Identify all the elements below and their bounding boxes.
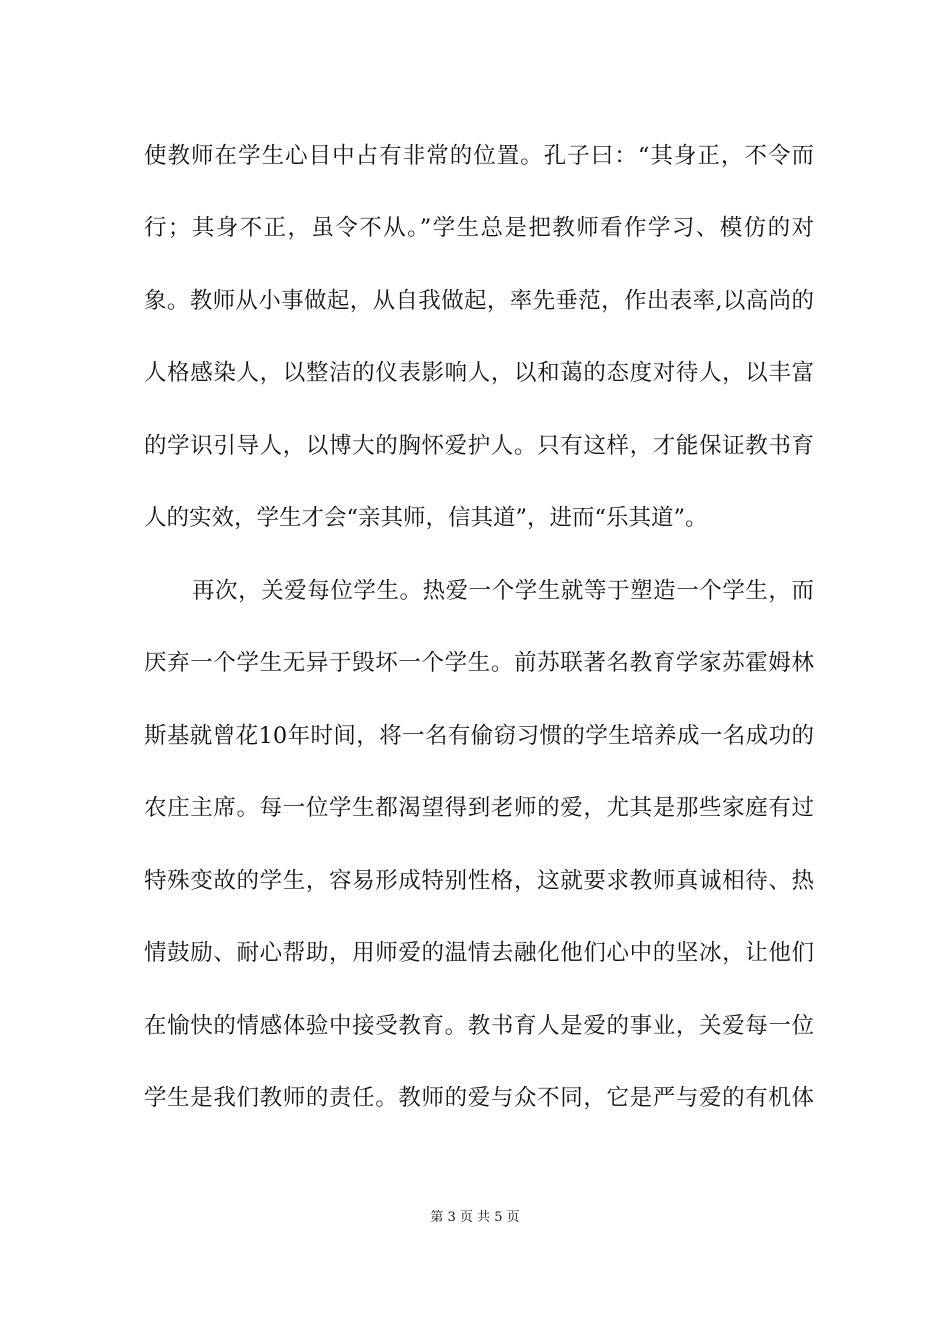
- text-line-2: 行；其身不正，虽令不从。”学生总是把教师看作学习、模仿的对: [144, 215, 814, 241]
- text-line-4: 人格感染人，以整洁的仪表影响人，以和蔼的态度对待人，以丰富: [144, 360, 814, 386]
- text-line-9: 斯基就曾花10年时间，将一名有偷窃习惯的学生培养成一名成功的: [144, 723, 814, 749]
- text-line-1: 使教师在学生心目中占有非常的位置。孔子曰：“其身正，不令而: [144, 143, 814, 169]
- text-line-5: 的学识引导人，以博大的胸怀爱护人。只有这样，才能保证教书育: [144, 433, 814, 459]
- text-line-14: 学生是我们教师的责任。教师的爱与众不同，它是严与爱的有机体: [144, 1085, 814, 1111]
- text-line-13: 在愉快的情感体验中接受教育。教书育人是爱的事业，关爱每一位: [144, 1013, 814, 1039]
- text-line-6: 人的实效，学生才会“亲其师，信其道”，进而“乐其道”。: [144, 505, 708, 531]
- text-line-3: 象。教师从小事做起，从自我做起，率先垂范，作出表率,以高尚的: [144, 288, 814, 314]
- page-number-footer: 第 3 页 共 5 页: [430, 1210, 520, 1225]
- text-line-10: 农庄主席。每一位学生都渴望得到老师的爱，尤其是那些家庭有过: [144, 795, 814, 821]
- text-line-8: 厌弃一个学生无异于毁坏一个学生。前苏联著名教育学家苏霍姆林: [144, 650, 814, 676]
- text-line-11: 特殊变故的学生，容易形成特别性格，这就要求教师真诚相待、热: [144, 868, 814, 894]
- text-line-12: 情鼓励、耐心帮助，用师爱的温情去融化他们心中的坚冰，让他们: [144, 940, 814, 966]
- text-line-7: 再次，关爱每位学生。热爱一个学生就等于塑造一个学生，而: [192, 578, 814, 604]
